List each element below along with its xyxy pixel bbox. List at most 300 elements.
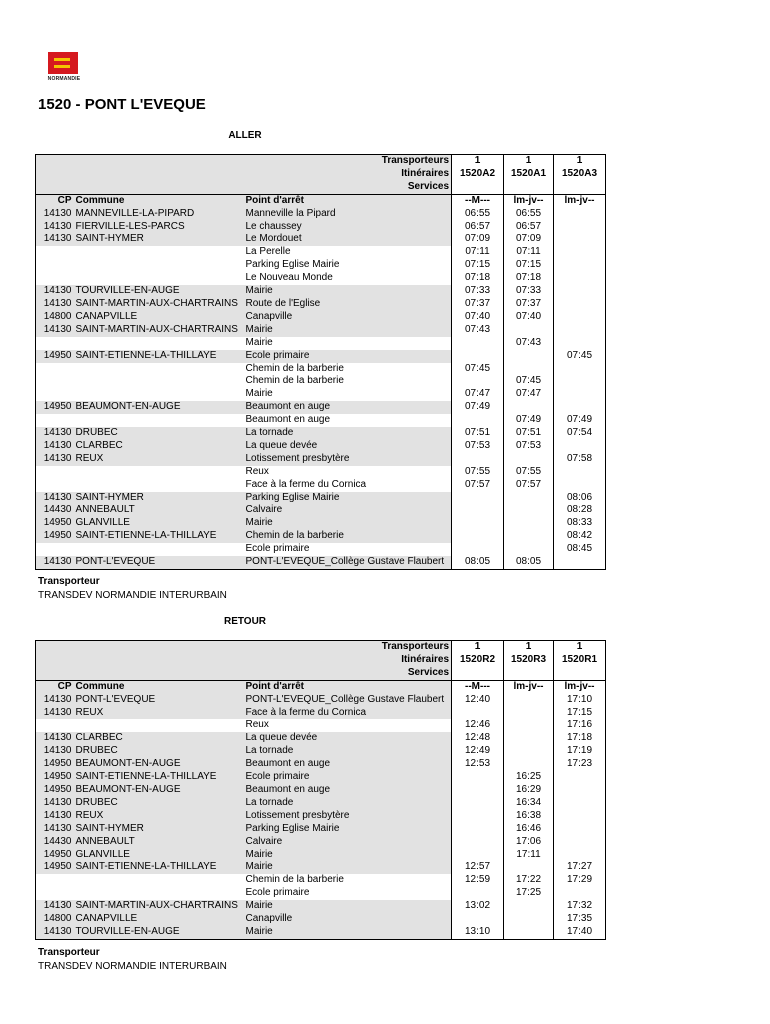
column-service: --M--- <box>452 194 504 207</box>
arret-cell: Mairie <box>244 517 452 530</box>
table-row <box>36 311 606 324</box>
time-cell <box>504 913 554 926</box>
cp-cell: 14130 <box>36 324 74 337</box>
time-cell: 12:57 <box>452 861 504 874</box>
time-cell: 06:55 <box>452 208 504 221</box>
cp-cell <box>36 874 74 887</box>
time-cell: 07:18 <box>452 272 504 285</box>
commune-cell: SAINT-HYMER <box>74 823 244 836</box>
time-cell: 07:47 <box>452 388 504 401</box>
table-row <box>36 745 606 758</box>
table-row <box>36 375 606 388</box>
column-service: lm-jv-- <box>504 194 554 207</box>
time-cell <box>452 350 504 363</box>
commune-cell: DRUBEC <box>74 797 244 810</box>
time-cell: 07:37 <box>452 298 504 311</box>
time-cell: 17:10 <box>554 694 606 707</box>
column-transporteur: 1 <box>504 155 554 168</box>
header-row <box>36 155 606 168</box>
time-cell <box>504 745 554 758</box>
cp-cell: 14130 <box>36 285 74 298</box>
table-row <box>36 208 606 221</box>
commune-cell: SAINT-MARTIN-AUX-CHARTRAINS <box>74 900 244 913</box>
column-service: lm-jv-- <box>554 680 606 693</box>
cp-cell <box>36 272 74 285</box>
time-cell: 07:33 <box>504 285 554 298</box>
time-cell <box>504 350 554 363</box>
commune-cell <box>74 414 244 427</box>
table-row <box>36 466 606 479</box>
time-cell <box>554 324 606 337</box>
time-cell <box>554 298 606 311</box>
arret-header: Point d'arrêt <box>244 680 452 693</box>
time-cell: 17:27 <box>554 861 606 874</box>
cp-cell <box>36 887 74 900</box>
time-cell <box>504 900 554 913</box>
cp-cell: 14130 <box>36 221 74 234</box>
time-cell <box>504 363 554 376</box>
time-cell: 07:58 <box>554 453 606 466</box>
time-cell: 17:16 <box>554 719 606 732</box>
column-header-row <box>36 680 606 693</box>
table-row <box>36 453 606 466</box>
time-cell: 07:09 <box>504 233 554 246</box>
time-cell <box>504 324 554 337</box>
cp-cell: 14950 <box>36 849 74 862</box>
normandie-logo <box>44 52 84 86</box>
time-cell <box>554 285 606 298</box>
column-transporteur: 1 <box>452 155 504 168</box>
time-cell <box>504 707 554 720</box>
time-cell <box>504 732 554 745</box>
arret-cell: Chemin de la barberie <box>244 874 452 887</box>
cp-cell: 14950 <box>36 758 74 771</box>
time-cell <box>504 543 554 556</box>
time-cell: 08:28 <box>554 504 606 517</box>
commune-cell: SAINT-ETIENNE-LA-THILLAYE <box>74 350 244 363</box>
time-cell <box>504 492 554 505</box>
time-cell: 07:57 <box>504 479 554 492</box>
time-cell <box>554 388 606 401</box>
cp-cell: 14130 <box>36 797 74 810</box>
cp-cell <box>36 479 74 492</box>
table-row <box>36 732 606 745</box>
table-row <box>36 401 606 414</box>
header-label: Transporteurs <box>36 155 452 168</box>
commune-cell <box>74 337 244 350</box>
commune-cell <box>74 479 244 492</box>
time-cell: 07:51 <box>504 427 554 440</box>
arret-cell: Lotissement presbytère <box>244 810 452 823</box>
cp-cell: 14130 <box>36 810 74 823</box>
time-cell: 12:40 <box>452 694 504 707</box>
time-cell: 07:54 <box>554 427 606 440</box>
time-cell: 12:46 <box>452 719 504 732</box>
column-transporteur: 1 <box>554 641 606 654</box>
time-cell <box>452 823 504 836</box>
column-itineraire: 1520A1 <box>504 168 554 181</box>
table-row <box>36 823 606 836</box>
table-row <box>36 784 606 797</box>
header-label: Services <box>36 181 452 194</box>
time-cell: 07:40 <box>452 311 504 324</box>
retour-timetable <box>35 640 606 940</box>
time-cell <box>452 887 504 900</box>
arret-cell: Parking Eglise Mairie <box>244 259 452 272</box>
arret-cell: Mairie <box>244 926 452 939</box>
header-label: Itinéraires <box>36 168 452 181</box>
cp-cell: 14950 <box>36 401 74 414</box>
column-itineraire: 1520R1 <box>554 654 606 667</box>
commune-cell: SAINT-ETIENNE-LA-THILLAYE <box>74 530 244 543</box>
commune-cell <box>74 259 244 272</box>
cp-cell <box>36 375 74 388</box>
time-cell: 12:48 <box>452 732 504 745</box>
commune-cell <box>74 874 244 887</box>
arret-cell: Beaumont en auge <box>244 784 452 797</box>
arret-cell: Chemin de la barberie <box>244 530 452 543</box>
table-row <box>36 388 606 401</box>
time-cell <box>452 492 504 505</box>
column-blank <box>452 667 504 680</box>
time-cell <box>554 836 606 849</box>
time-cell: 06:55 <box>504 208 554 221</box>
cp-cell: 14430 <box>36 836 74 849</box>
arret-cell: Ecole primaire <box>244 771 452 784</box>
commune-cell <box>74 388 244 401</box>
table-row <box>36 810 606 823</box>
commune-cell: CANAPVILLE <box>74 311 244 324</box>
commune-cell <box>74 543 244 556</box>
time-cell: 07:51 <box>452 427 504 440</box>
time-cell: 08:42 <box>554 530 606 543</box>
time-cell: 16:46 <box>504 823 554 836</box>
column-service: lm-jv-- <box>554 194 606 207</box>
time-cell <box>554 479 606 492</box>
time-cell <box>554 887 606 900</box>
commune-cell <box>74 887 244 900</box>
commune-header: Commune <box>74 194 244 207</box>
time-cell <box>452 810 504 823</box>
column-header-row <box>36 194 606 207</box>
commune-cell: GLANVILLE <box>74 849 244 862</box>
time-cell: 07:15 <box>452 259 504 272</box>
cp-cell: 14800 <box>36 311 74 324</box>
arret-cell: Beaumont en auge <box>244 758 452 771</box>
commune-cell: CLARBEC <box>74 440 244 453</box>
cp-header: CP <box>36 194 74 207</box>
header-label: Transporteurs <box>36 641 452 654</box>
commune-cell: DRUBEC <box>74 427 244 440</box>
time-cell: 16:25 <box>504 771 554 784</box>
table-row <box>36 707 606 720</box>
commune-cell: DRUBEC <box>74 745 244 758</box>
arret-cell: Ecole primaire <box>244 543 452 556</box>
normandie-flag-icon <box>48 52 78 74</box>
table-row <box>36 849 606 862</box>
arret-cell: Mairie <box>244 324 452 337</box>
column-blank <box>554 181 606 194</box>
time-cell <box>504 530 554 543</box>
time-cell: 08:06 <box>554 492 606 505</box>
time-cell <box>452 517 504 530</box>
aller-timetable <box>35 154 606 570</box>
time-cell <box>554 556 606 569</box>
cp-cell: 14950 <box>36 771 74 784</box>
time-cell <box>554 797 606 810</box>
table-row <box>36 758 606 771</box>
cp-cell <box>36 337 74 350</box>
time-cell <box>452 771 504 784</box>
header-row <box>36 654 606 667</box>
time-cell: 07:53 <box>504 440 554 453</box>
arret-cell: Mairie <box>244 861 452 874</box>
cp-cell: 14950 <box>36 861 74 874</box>
time-cell: 07:43 <box>504 337 554 350</box>
cp-cell: 14130 <box>36 440 74 453</box>
time-cell: 07:49 <box>504 414 554 427</box>
time-cell: 17:25 <box>504 887 554 900</box>
arret-cell: PONT-L'EVEQUE_Collège Gustave Flaubert <box>244 556 452 569</box>
time-cell: 08:05 <box>504 556 554 569</box>
time-cell: 16:38 <box>504 810 554 823</box>
time-cell <box>452 543 504 556</box>
commune-cell: SAINT-HYMER <box>74 492 244 505</box>
table-row <box>36 440 606 453</box>
time-cell <box>554 810 606 823</box>
column-itineraire: 1520R2 <box>452 654 504 667</box>
table-row <box>36 414 606 427</box>
commune-cell <box>74 466 244 479</box>
time-cell <box>554 849 606 862</box>
time-cell: 17:15 <box>554 707 606 720</box>
time-cell <box>452 797 504 810</box>
time-cell <box>452 453 504 466</box>
table-row <box>36 900 606 913</box>
header-label: Services <box>36 667 452 680</box>
arret-cell: Route de l'Eglise <box>244 298 452 311</box>
cp-cell <box>36 388 74 401</box>
cp-cell: 14130 <box>36 233 74 246</box>
arret-cell: Ecole primaire <box>244 887 452 900</box>
table-row <box>36 874 606 887</box>
retour-heading: RETOUR <box>223 616 267 627</box>
cp-cell: 14130 <box>36 427 74 440</box>
arret-cell: Parking Eglise Mairie <box>244 492 452 505</box>
commune-cell: TOURVILLE-EN-AUGE <box>74 926 244 939</box>
column-itineraire: 1520A3 <box>554 168 606 181</box>
time-cell <box>504 504 554 517</box>
time-cell: 16:29 <box>504 784 554 797</box>
time-cell <box>504 517 554 530</box>
retour-transporteur-label: Transporteur <box>38 947 100 958</box>
commune-cell: PONT-L'EVEQUE <box>74 694 244 707</box>
table-row <box>36 926 606 939</box>
arret-cell: Manneville la Pipard <box>244 208 452 221</box>
time-cell <box>554 259 606 272</box>
time-cell: 07:11 <box>504 246 554 259</box>
table-row <box>36 861 606 874</box>
table-row <box>36 259 606 272</box>
time-cell: 13:02 <box>452 900 504 913</box>
time-cell: 17:06 <box>504 836 554 849</box>
commune-cell: TOURVILLE-EN-AUGE <box>74 285 244 298</box>
arret-cell: Ecole primaire <box>244 350 452 363</box>
table-row <box>36 492 606 505</box>
time-cell: 12:59 <box>452 874 504 887</box>
time-cell <box>504 719 554 732</box>
cp-cell: 14130 <box>36 298 74 311</box>
time-cell <box>504 401 554 414</box>
time-cell <box>554 363 606 376</box>
commune-cell: GLANVILLE <box>74 517 244 530</box>
time-cell <box>452 375 504 388</box>
time-cell: 08:05 <box>452 556 504 569</box>
table-row <box>36 272 606 285</box>
arret-cell: Face à la ferme du Cornica <box>244 707 452 720</box>
arret-cell: Calvaire <box>244 504 452 517</box>
page-title: 1520 - PONT L'EVEQUE <box>38 96 206 113</box>
time-cell: 07:45 <box>452 363 504 376</box>
cp-cell <box>36 246 74 259</box>
column-transporteur: 1 <box>504 641 554 654</box>
time-cell <box>452 504 504 517</box>
commune-cell: SAINT-ETIENNE-LA-THILLAYE <box>74 861 244 874</box>
time-cell <box>554 246 606 259</box>
table-row <box>36 350 606 363</box>
time-cell: 17:19 <box>554 745 606 758</box>
arret-cell: La tornade <box>244 745 452 758</box>
time-cell <box>554 375 606 388</box>
commune-cell: SAINT-ETIENNE-LA-THILLAYE <box>74 771 244 784</box>
time-cell <box>554 823 606 836</box>
cp-cell: 14430 <box>36 504 74 517</box>
cp-cell: 14130 <box>36 900 74 913</box>
time-cell <box>504 453 554 466</box>
commune-cell: BEAUMONT-EN-AUGE <box>74 784 244 797</box>
time-cell <box>504 758 554 771</box>
time-cell <box>504 861 554 874</box>
time-cell: 07:55 <box>452 466 504 479</box>
table-row <box>36 543 606 556</box>
time-cell <box>452 337 504 350</box>
time-cell: 07:09 <box>452 233 504 246</box>
commune-cell: FIERVILLE-LES-PARCS <box>74 221 244 234</box>
time-cell: 17:22 <box>504 874 554 887</box>
time-cell <box>452 530 504 543</box>
commune-cell: REUX <box>74 810 244 823</box>
time-cell: 07:47 <box>504 388 554 401</box>
time-cell: 07:11 <box>452 246 504 259</box>
cp-cell: 14130 <box>36 823 74 836</box>
arret-cell: Le Nouveau Monde <box>244 272 452 285</box>
time-cell: 07:15 <box>504 259 554 272</box>
commune-cell <box>74 272 244 285</box>
commune-header: Commune <box>74 680 244 693</box>
cp-cell: 14130 <box>36 556 74 569</box>
time-cell <box>554 466 606 479</box>
cp-header: CP <box>36 680 74 693</box>
cp-cell: 14800 <box>36 913 74 926</box>
time-cell: 07:49 <box>554 414 606 427</box>
time-cell <box>504 694 554 707</box>
arret-cell: Canapville <box>244 311 452 324</box>
table-row <box>36 771 606 784</box>
cp-cell: 14130 <box>36 926 74 939</box>
cp-cell: 14130 <box>36 492 74 505</box>
time-cell: 07:55 <box>504 466 554 479</box>
table-row <box>36 233 606 246</box>
table-row <box>36 285 606 298</box>
cp-cell <box>36 466 74 479</box>
arret-cell: La queue devée <box>244 440 452 453</box>
time-cell: 17:40 <box>554 926 606 939</box>
arret-cell: La Perelle <box>244 246 452 259</box>
arret-cell: La tornade <box>244 797 452 810</box>
arret-cell: Mairie <box>244 900 452 913</box>
commune-cell: MANNEVILLE-LA-PIPARD <box>74 208 244 221</box>
header-row <box>36 667 606 680</box>
arret-cell: La tornade <box>244 427 452 440</box>
arret-cell: Parking Eglise Mairie <box>244 823 452 836</box>
commune-cell <box>74 719 244 732</box>
commune-cell: BEAUMONT-EN-AUGE <box>74 401 244 414</box>
commune-cell: REUX <box>74 453 244 466</box>
column-transporteur: 1 <box>554 155 606 168</box>
time-cell: 08:45 <box>554 543 606 556</box>
time-cell <box>554 784 606 797</box>
time-cell: 07:43 <box>452 324 504 337</box>
time-cell <box>452 849 504 862</box>
arret-cell: Canapville <box>244 913 452 926</box>
cp-cell: 14130 <box>36 745 74 758</box>
cp-cell: 14130 <box>36 453 74 466</box>
table-row <box>36 504 606 517</box>
time-cell: 07:18 <box>504 272 554 285</box>
table-row <box>36 337 606 350</box>
arret-cell: Reux <box>244 719 452 732</box>
time-cell <box>452 784 504 797</box>
column-blank <box>504 181 554 194</box>
logo-text: NORMANDIE <box>47 76 81 82</box>
commune-cell: REUX <box>74 707 244 720</box>
column-service: lm-jv-- <box>504 680 554 693</box>
time-cell: 07:45 <box>554 350 606 363</box>
table-row <box>36 719 606 732</box>
arret-cell: Le chaussey <box>244 221 452 234</box>
table-row <box>36 221 606 234</box>
table-row <box>36 298 606 311</box>
cp-cell <box>36 259 74 272</box>
header-label: Itinéraires <box>36 654 452 667</box>
table-row <box>36 479 606 492</box>
time-cell: 08:33 <box>554 517 606 530</box>
time-cell <box>554 401 606 414</box>
time-cell: 16:34 <box>504 797 554 810</box>
arret-cell: Calvaire <box>244 836 452 849</box>
table-row <box>36 324 606 337</box>
aller-transporteur-value: TRANSDEV NORMANDIE INTERURBAIN <box>38 590 227 601</box>
time-cell: 13:10 <box>452 926 504 939</box>
time-cell <box>452 707 504 720</box>
commune-cell <box>74 246 244 259</box>
time-cell: 17:18 <box>554 732 606 745</box>
arret-cell: Lotissement presbytère <box>244 453 452 466</box>
time-cell <box>554 311 606 324</box>
time-cell <box>554 208 606 221</box>
time-cell: 07:37 <box>504 298 554 311</box>
arret-cell: Mairie <box>244 337 452 350</box>
